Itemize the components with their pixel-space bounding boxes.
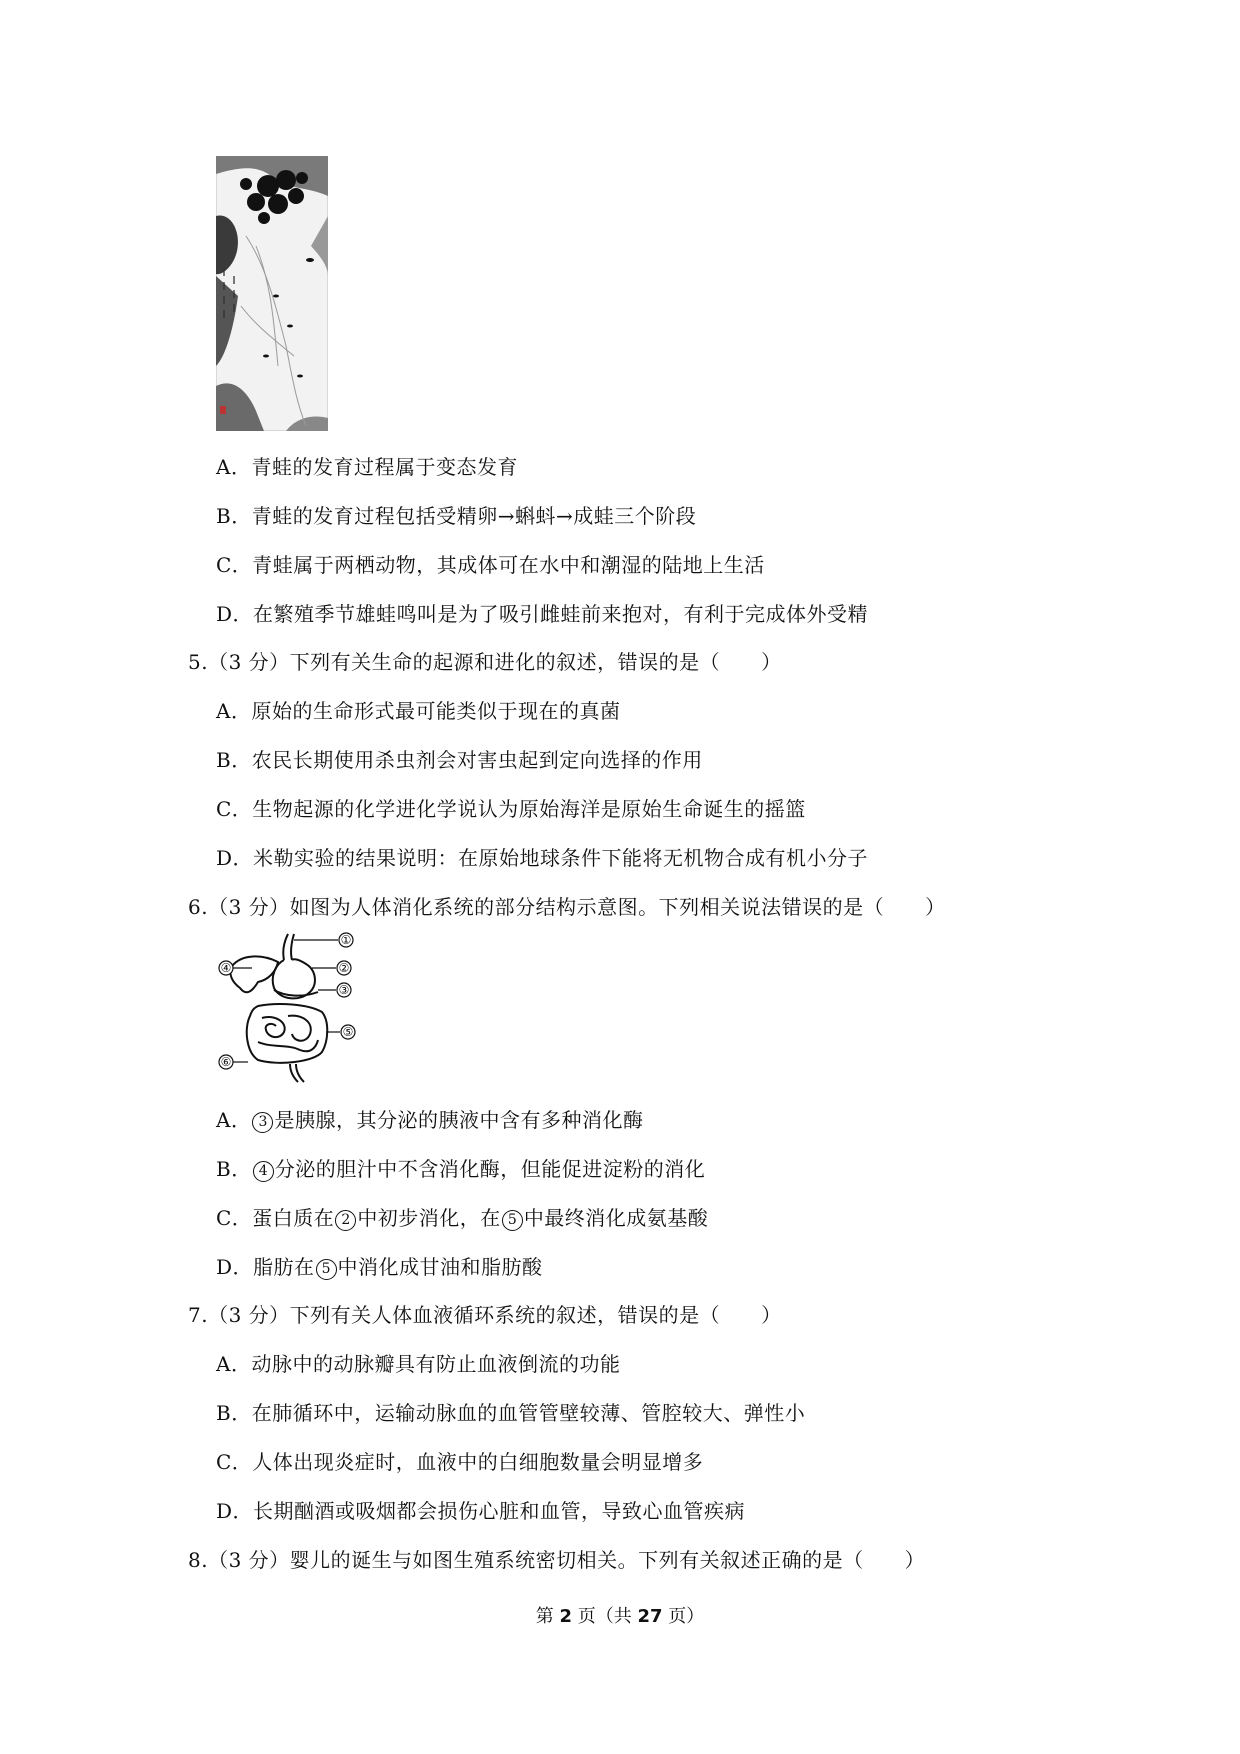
- diagram-label-3: ③: [338, 983, 350, 997]
- q4-option-b: B．青蛙的发育过程包括受精卵→蝌蚪→成蛙三个阶段: [216, 504, 697, 528]
- q8-stem: 8.（3 分）婴儿的诞生与如图生殖系统密切相关。下列有关叙述正确的是（ ）: [188, 1548, 926, 1572]
- total-pages: 27: [637, 1606, 663, 1627]
- q6-option-c: C．蛋白质在 2 中初步消化，在 5 中最终消化成氨基酸: [216, 1206, 709, 1230]
- circled-number-mark: 2: [335, 1210, 356, 1231]
- q4-option-a: A．青蛙的发育过程属于变态发育: [216, 455, 518, 479]
- diagram-label-6: ⑥: [220, 1055, 232, 1069]
- ink-painting-image: [216, 156, 328, 431]
- q6-stem: 6.（3 分）如图为人体消化系统的部分结构示意图。下列相关说法错误的是（ ）: [188, 895, 946, 919]
- q6-option-a: A． 3 是胰腺，其分泌的胰液中含有多种消化酶: [216, 1108, 644, 1132]
- circled-number-mark: 5: [502, 1210, 523, 1231]
- q4-option-c: C．青蛙属于两栖动物，其成体可在水中和潮湿的陆地上生活: [216, 553, 765, 577]
- q7-option-c: C．人体出现炎症时，血液中的白细胞数量会明显增多: [216, 1450, 704, 1474]
- q6-option-b: B． 4 分泌的胆汁中不含消化酶，但能促进淀粉的消化: [216, 1157, 706, 1181]
- q7-stem: 7.（3 分）下列有关人体血液循环系统的叙述，错误的是（ ）: [188, 1303, 782, 1327]
- q5-option-a: A．原始的生命形式最可能类似于现在的真菌: [216, 699, 621, 723]
- diagram-label-1: ①: [340, 933, 352, 947]
- q7-option-d: D．长期酗酒或吸烟都会损伤心脏和血管，导致心血管疾病: [216, 1499, 746, 1523]
- q6-option-d: D．脂肪在 5 中消化成甘油和脂肪酸: [216, 1255, 543, 1279]
- diagram-label-5: ⑤: [342, 1025, 354, 1039]
- page-number: 2: [559, 1606, 572, 1627]
- circled-number-mark: 4: [253, 1161, 274, 1182]
- q5-option-b: B．农民长期使用杀虫剂会对害虫起到定向选择的作用: [216, 748, 703, 772]
- digestive-system-diagram: [218, 932, 368, 1084]
- q5-option-c: C．生物起源的化学进化学说认为原始海洋是原始生命诞生的摇篮: [216, 797, 806, 821]
- q4-option-d: D．在繁殖季节雄蛙鸣叫是为了吸引雌蛙前来抱对，有利于完成体外受精: [216, 602, 869, 626]
- q7-option-a: A．动脉中的动脉瓣具有防止血液倒流的功能: [216, 1352, 621, 1376]
- circled-number-mark: 3: [252, 1112, 273, 1133]
- q5-stem: 5.（3 分）下列有关生命的起源和进化的叙述，错误的是（ ）: [188, 650, 782, 674]
- page-footer: 第 2 页（共 27 页）: [535, 1606, 705, 1627]
- diagram-label-4: ④: [220, 961, 232, 975]
- circled-number-mark: 5: [316, 1259, 337, 1280]
- q5-option-d: D．米勒实验的结果说明：在原始地球条件下能将无机物合成有机小分子: [216, 846, 869, 870]
- q7-option-b: B．在肺循环中，运输动脉血的血管管壁较薄、管腔较大、弹性小: [216, 1401, 806, 1425]
- diagram-label-2: ②: [338, 961, 350, 975]
